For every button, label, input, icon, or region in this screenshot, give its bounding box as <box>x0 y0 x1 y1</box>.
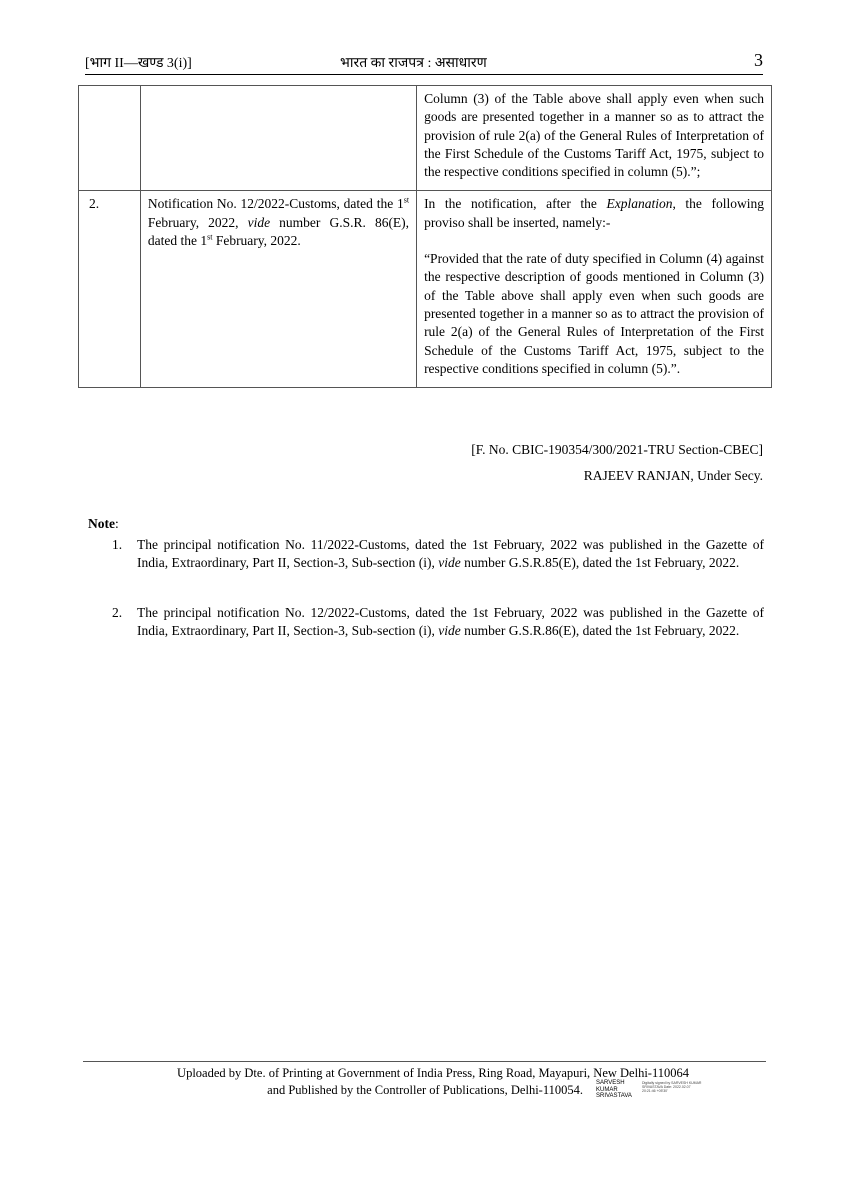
amendment-proviso: “Provided that the rate of duty specified in Column (4) against the respective description of goods mentioned in Column (3) of the Table above shall apply even when such goods are presented together in a manner so as to attract the provision of rule 2(a) of the General Rules of Interpretation of the First Schedule of the Customs Tariff Act, 1975, subject to the respective conditions specified in column (5).”. <box>424 251 764 376</box>
amendment-intro: In the notification, after the Explanation, the following proviso shall be inserted, namely:- <box>424 196 764 230</box>
cell-amendment <box>417 86 772 191</box>
signer-name: SARVESH KUMAR SRIVASTAVA <box>596 1080 632 1099</box>
header-part-label: [भाग II—खण्ड 3(i)] <box>85 56 192 71</box>
amendment-table <box>78 85 772 388</box>
signature-details: Digitally signed by SARVESH KUMAR SRIVASTAVA Date: 2022.02.07 20:21:46 +05'30' <box>642 1081 702 1093</box>
note-item <box>112 604 764 641</box>
signatory: RAJEEV RANJAN, Under Secy. <box>583 468 763 483</box>
digital-signature-stamp <box>596 1080 706 1098</box>
notification-reference: Notification No. 12/2022-Customs, dated the 1st February, 2022, vide number G.S.R. 86(E), dated the 1st February, 2022. <box>147 195 410 249</box>
cell-notification <box>140 191 416 388</box>
file-number: [F. No. CBIC-190354/300/2021-TRU Section-CBEC] <box>471 442 763 457</box>
cell-amendment <box>417 191 772 388</box>
table-row <box>79 191 772 388</box>
page-number: 3 <box>754 50 763 70</box>
cell-serial: 2. <box>79 191 141 388</box>
note-number: 1. <box>112 537 123 552</box>
page-header <box>85 50 763 74</box>
table-row <box>79 86 772 191</box>
footer-line-2: and Published by the Controller of Publications, Delhi-110054. <box>267 1083 583 1097</box>
footer-divider <box>83 1061 766 1062</box>
note-heading: Note: <box>88 516 119 531</box>
note-number: 2. <box>112 605 123 620</box>
header-divider <box>85 74 763 75</box>
footer-line-1: Uploaded by Dte. of Printing at Government of India Press, Ring Road, Mayapuri, New Delhi-110064 <box>177 1066 689 1080</box>
note-text: The principal notification No. 12/2022-Customs, dated the 1st February, 2022 was published in the Gazette of India, Extraordinary, Part II, Section-3, Sub-section (i), vide number G.S.R.86(E), dated the 1st February, 2022. <box>137 605 764 639</box>
cell-serial <box>79 86 141 191</box>
cell-notification <box>140 86 416 191</box>
amendment-text: Column (3) of the Table above shall apply even when such goods are presented together in a manner so as to attract the provision of rule 2(a) of the General Rules of Interpretation of the First Schedule of the Customs Tariff Act, 1975, subject to the respective conditions specified in column (5).”; <box>424 91 764 180</box>
header-gazette-title: भारत का राजपत्र : असाधारण <box>340 56 487 71</box>
note-item <box>112 536 764 573</box>
note-text: The principal notification No. 11/2022-Customs, dated the 1st February, 2022 was published in the Gazette of India, Extraordinary, Part II, Section-3, Sub-section (i), vide number G.S.R.85(E), dated the 1st February, 2022. <box>137 537 764 571</box>
